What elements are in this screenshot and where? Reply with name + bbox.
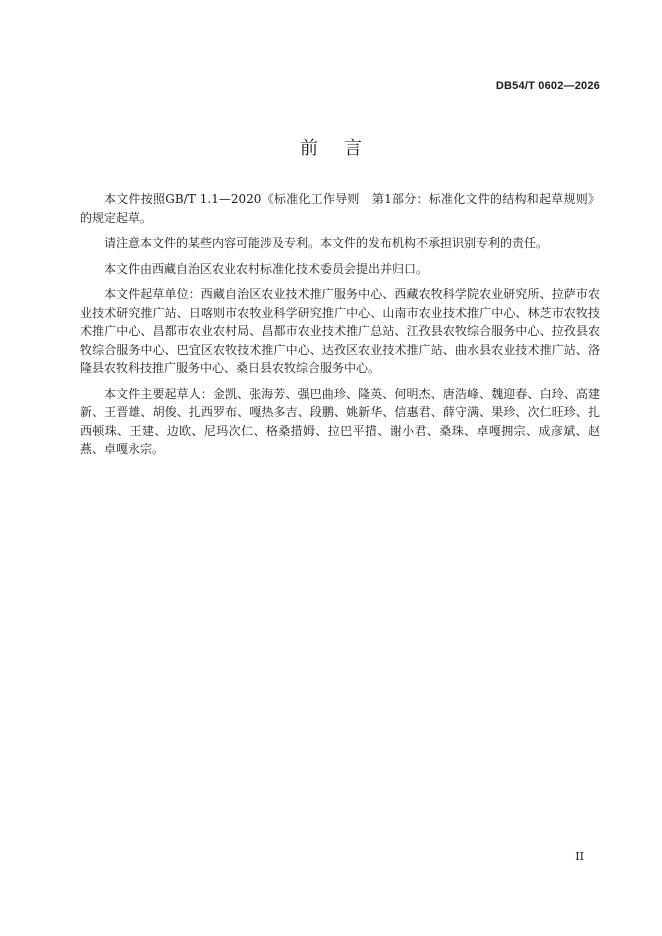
paragraph-drafting-rules: 本文件按照GB/T 1.1—2020《标准化工作导则 第1部分：标准化文件的结构和起草规则》的规定起草。	[80, 192, 600, 225]
paragraph-drafting-units: 本文件起草单位：西藏自治区农业技术推广服务中心、西藏农牧科学院农业研究所、拉萨市农业技术研究推广站、日喀则市农牧业科学研究推广中心、山南市农业技术推广中心、林芝市农牧技术推广中心、昌都市农业农村局、昌都市农业技术推广总站、江孜县农牧综合服务中心、拉孜县农牧综合服务中心、巴宜区农牧技术推广中心、达孜区农业技术推广站、曲水县农业技术推广站、洛隆县农牧科技推广服务中心、桑日县农牧综合服务中心。	[80, 287, 600, 375]
paragraph-proposer: 本文件由西藏自治区农业农村标准化技术委员会提出并归口。	[104, 261, 429, 276]
document-body	[80, 190, 600, 466]
paragraph-patent-notice: 请注意本文件的某些内容可能涉及专利。本文件的发布机构不承担识别专利的责任。	[104, 236, 549, 250]
document-code: DB54/T 0602—2026	[495, 80, 600, 92]
paragraph-drafters: 本文件主要起草人：金凯、张海芳、强巴曲珍、隆英、何明杰、唐浩峰、魏迎春、白玲、高建新、王晋雄、胡俊、扎西罗布、嘎热多吉、段鹏、姚新华、信惠君、薛守满、果珍、次仁旺珍、扎西顿珠、王建、边欧、尼玛次仁、格桑措姆、拉巴平措、谢小君、桑珠、卓嘎拥宗、成彦斌、赵燕、卓嘎永宗。	[80, 386, 600, 456]
page-number: II	[575, 850, 584, 863]
page-title: 前言	[300, 138, 388, 159]
